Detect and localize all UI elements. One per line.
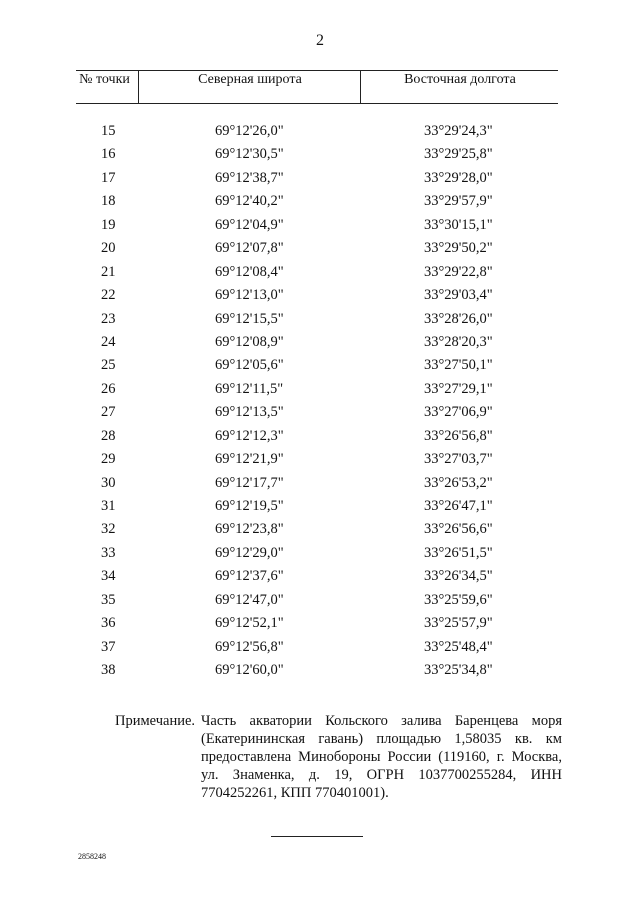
latitude-value: 69°12'21,9"	[215, 451, 284, 468]
longitude-value: 33°29'50,2"	[424, 240, 493, 257]
table-row	[76, 518, 558, 541]
point-number: 28	[101, 427, 116, 444]
table-row	[76, 659, 558, 682]
table-row	[76, 589, 558, 612]
latitude-value: 69°12'40,2"	[215, 193, 284, 210]
point-number: 33	[101, 544, 116, 561]
point-number: 29	[101, 451, 116, 468]
longitude-value: 33°27'29,1"	[424, 380, 493, 397]
page-number: 2	[316, 32, 324, 49]
table-row	[76, 448, 558, 471]
latitude-value: 69°12'12,3"	[215, 427, 284, 444]
table-row	[76, 143, 558, 166]
longitude-value: 33°30'15,1"	[424, 216, 493, 233]
longitude-value: 33°25'57,9"	[424, 615, 493, 632]
table-row	[76, 308, 558, 331]
longitude-value: 33°29'03,4"	[424, 287, 493, 304]
header-latitude: Северная широта	[138, 71, 361, 103]
longitude-value: 33°28'26,0"	[424, 310, 493, 327]
latitude-value: 69°12'29,0"	[215, 544, 284, 561]
point-number: 16	[101, 146, 116, 163]
longitude-value: 33°28'20,3"	[424, 333, 493, 350]
latitude-value: 69°12'30,5"	[215, 146, 284, 163]
point-number: 17	[101, 169, 116, 186]
longitude-value: 33°25'48,4"	[424, 638, 493, 655]
note-label: Примечание.	[115, 713, 196, 729]
table-row	[76, 612, 558, 635]
table-row	[76, 401, 558, 424]
latitude-value: 69°12'15,5"	[215, 310, 284, 327]
latitude-value: 69°12'17,7"	[215, 474, 284, 491]
header-longitude: Восточная долгота	[360, 71, 559, 103]
table-row	[76, 214, 558, 237]
point-number: 27	[101, 404, 116, 421]
table-row	[76, 237, 558, 260]
table-row	[76, 636, 558, 659]
point-number: 37	[101, 638, 116, 655]
latitude-value: 69°12'52,1"	[215, 615, 284, 632]
table-header-rule	[76, 103, 558, 104]
point-number: 35	[101, 591, 116, 608]
longitude-value: 33°29'25,8"	[424, 146, 493, 163]
point-number: 30	[101, 474, 116, 491]
longitude-value: 33°26'34,5"	[424, 568, 493, 585]
latitude-value: 69°12'26,0"	[215, 123, 284, 139]
separator-line	[271, 836, 363, 837]
table-row	[76, 378, 558, 401]
note-text: Часть акватории Кольского залива Баренцева моря (Екатерининская гавань) площадью 1,58035 кв. км предоставлена Минобороны России (119160, г. Москва, ул. Знаменка, д. 19, ОГРН 1037700255284, ИНН 7704252261, КПП 770401001).	[201, 713, 562, 801]
latitude-value: 69°12'38,7"	[215, 169, 284, 186]
longitude-value: 33°25'59,6"	[424, 591, 493, 608]
latitude-value: 69°12'13,0"	[215, 287, 284, 304]
longitude-value: 33°29'57,9"	[424, 193, 493, 210]
table-row	[76, 167, 558, 190]
table-row	[76, 331, 558, 354]
latitude-value: 69°12'19,5"	[215, 498, 284, 514]
longitude-value: 33°29'24,3"	[424, 123, 493, 139]
longitude-value: 33°25'34,8"	[424, 662, 493, 679]
latitude-value: 69°12'13,5"	[215, 404, 284, 421]
longitude-value: 33°26'56,6"	[424, 521, 493, 538]
latitude-value: 69°12'23,8"	[215, 521, 284, 538]
latitude-value: 69°12'07,8"	[215, 240, 284, 257]
point-number: 19	[101, 216, 116, 233]
longitude-value: 33°26'53,2"	[424, 474, 493, 491]
table-row	[76, 425, 558, 448]
latitude-value: 69°12'37,6"	[215, 568, 284, 585]
latitude-value: 69°12'05,6"	[215, 357, 284, 374]
point-number: 24	[101, 333, 116, 350]
table-row	[76, 542, 558, 565]
latitude-value: 69°12'60,0"	[215, 662, 284, 679]
header-point-number: № точки	[79, 72, 130, 87]
point-number: 20	[101, 240, 116, 257]
table-row	[76, 495, 558, 518]
document-code: 2858248	[78, 852, 106, 861]
longitude-value: 33°26'56,8"	[424, 427, 493, 444]
longitude-value: 33°29'28,0"	[424, 169, 493, 186]
point-number: 21	[101, 263, 116, 280]
point-number: 32	[101, 521, 116, 538]
latitude-value: 69°12'47,0"	[215, 591, 284, 608]
point-number: 31	[101, 498, 116, 514]
table-row	[76, 565, 558, 588]
table-header	[76, 70, 558, 104]
point-number: 22	[101, 287, 116, 304]
longitude-value: 33°26'51,5"	[424, 544, 493, 561]
latitude-value: 69°12'11,5"	[215, 380, 284, 397]
latitude-value: 69°12'04,9"	[215, 216, 284, 233]
table-row	[76, 354, 558, 377]
point-number: 15	[101, 123, 116, 139]
table-row	[76, 120, 558, 143]
table-row	[76, 261, 558, 284]
longitude-value: 33°26'47,1"	[424, 498, 493, 514]
point-number: 25	[101, 357, 116, 374]
table-row	[76, 284, 558, 307]
longitude-value: 33°27'06,9"	[424, 404, 493, 421]
latitude-value: 69°12'56,8"	[215, 638, 284, 655]
longitude-value: 33°27'50,1"	[424, 357, 493, 374]
point-number: 34	[101, 568, 116, 585]
point-number: 36	[101, 615, 116, 632]
latitude-value: 69°12'08,9"	[215, 333, 284, 350]
table-row	[76, 472, 558, 495]
point-number: 38	[101, 662, 116, 679]
point-number: 26	[101, 380, 116, 397]
point-number: 18	[101, 193, 116, 210]
table-row	[76, 190, 558, 213]
longitude-value: 33°27'03,7"	[424, 451, 493, 468]
latitude-value: 69°12'08,4"	[215, 263, 284, 280]
longitude-value: 33°29'22,8"	[424, 263, 493, 280]
coordinates-table-body	[76, 120, 558, 683]
point-number: 23	[101, 310, 116, 327]
